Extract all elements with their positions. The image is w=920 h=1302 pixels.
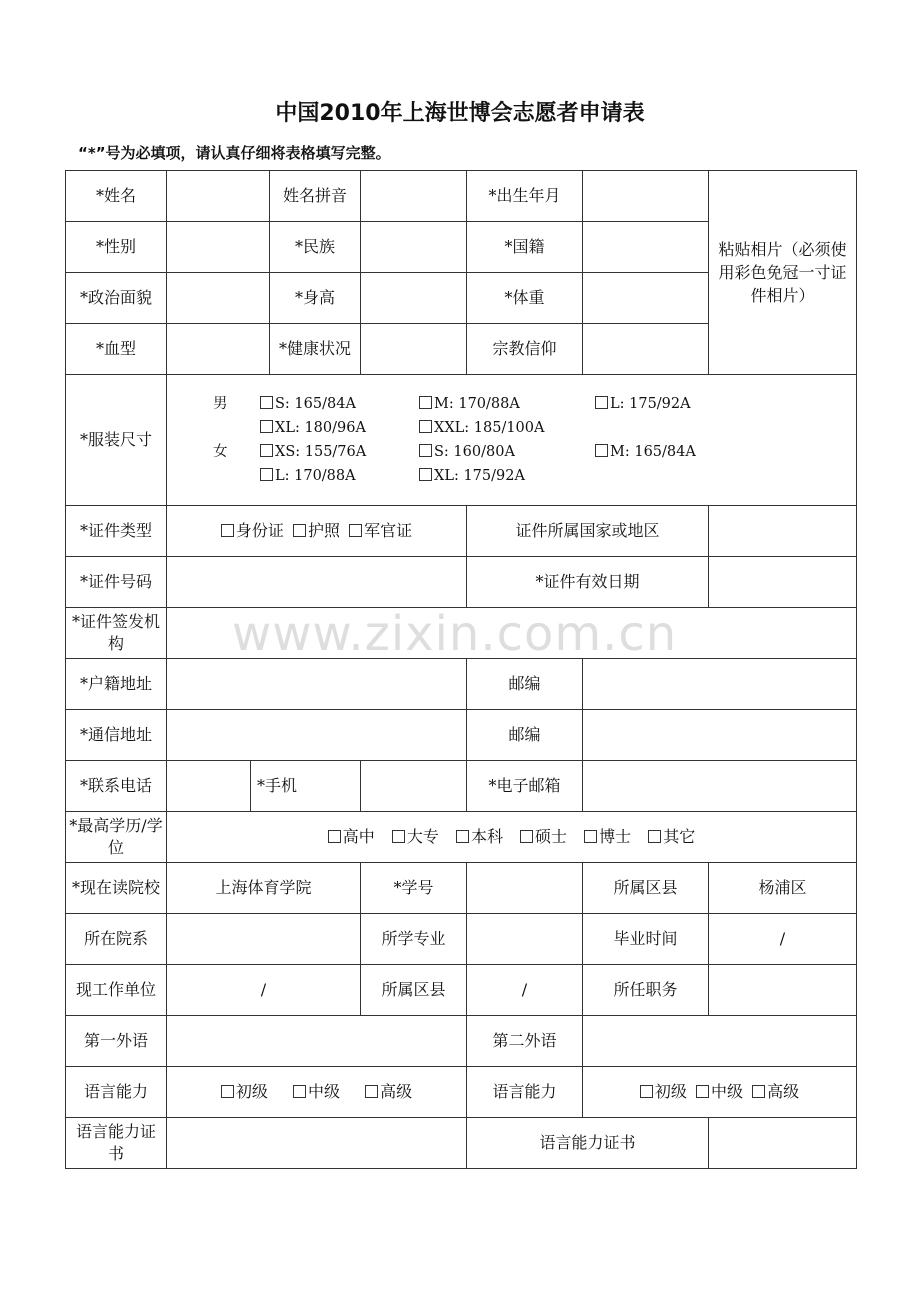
- name-label: *姓名: [66, 171, 167, 222]
- lang-cert-label: 语言能力证书: [66, 1118, 167, 1169]
- political-field[interactable]: [167, 273, 270, 324]
- application-form: [65, 170, 857, 1169]
- lang-level-option[interactable]: 初级: [221, 1082, 268, 1101]
- education-option[interactable]: 博士: [584, 827, 631, 846]
- major-label: 所学专业: [361, 914, 467, 965]
- weight-field[interactable]: [583, 273, 709, 324]
- height-field[interactable]: [361, 273, 467, 324]
- gender-field[interactable]: [167, 222, 270, 273]
- lang-level-option[interactable]: 中级: [293, 1082, 340, 1101]
- ethnic-field[interactable]: [361, 222, 467, 273]
- employer-label: 现工作单位: [66, 965, 167, 1016]
- id-country-label: 证件所属国家或地区: [467, 506, 709, 557]
- education-label: *最高学历/学位: [66, 812, 167, 863]
- lang1-label: 第一外语: [66, 1016, 167, 1067]
- education-option[interactable]: 硕士: [520, 827, 567, 846]
- birth-label: *出生年月: [467, 171, 583, 222]
- female-label: 女: [213, 444, 228, 460]
- checkbox-icon: [419, 444, 432, 457]
- checkbox-icon: [293, 1085, 306, 1098]
- id-issuer-field[interactable]: [167, 608, 857, 659]
- health-field[interactable]: [361, 324, 467, 375]
- checkbox-icon: [349, 524, 362, 537]
- education-option[interactable]: 高中: [328, 827, 375, 846]
- photo-box[interactable]: 粘贴相片（必须使用彩色免冠一寸证件相片）: [709, 171, 857, 375]
- health-label: *健康状况: [270, 324, 361, 375]
- mail-postcode-field[interactable]: [583, 710, 857, 761]
- school-field[interactable]: 上海体育学院: [167, 863, 361, 914]
- hukou-postcode-label: 邮编: [467, 659, 583, 710]
- birth-field[interactable]: [583, 171, 709, 222]
- phone-label: *联系电话: [66, 761, 167, 812]
- size-option[interactable]: M: 170/88A: [419, 392, 520, 416]
- checkbox-icon: [520, 830, 533, 843]
- id-number-label: *证件号码: [66, 557, 167, 608]
- phone-field[interactable]: [167, 761, 251, 812]
- checkbox-icon: [696, 1085, 709, 1098]
- lang2-label: 第二外语: [467, 1016, 583, 1067]
- education-options: [167, 812, 857, 863]
- checkbox-icon: [640, 1085, 653, 1098]
- id-type-option[interactable]: 军官证: [349, 521, 412, 540]
- mobile-label: *手机: [251, 761, 361, 812]
- lang1-level-options: [167, 1067, 467, 1118]
- district-field[interactable]: 杨浦区: [709, 863, 857, 914]
- employer-field[interactable]: /: [167, 965, 361, 1016]
- lang-cert2-field[interactable]: [709, 1118, 857, 1169]
- education-option[interactable]: 大专: [392, 827, 439, 846]
- id-type-option[interactable]: 身份证: [221, 521, 284, 540]
- grad-time-label: 毕业时间: [583, 914, 709, 965]
- checkbox-icon: [392, 830, 405, 843]
- pinyin-label: 姓名拼音: [270, 171, 361, 222]
- checkbox-icon: [419, 396, 432, 409]
- mobile-field[interactable]: [361, 761, 467, 812]
- hukou-postcode-field[interactable]: [583, 659, 857, 710]
- size-option[interactable]: S: 165/84A: [260, 392, 356, 416]
- id-issuer-label: *证件签发机构: [66, 608, 167, 659]
- id-valid-label: *证件有效日期: [467, 557, 709, 608]
- lang-cert-field[interactable]: [167, 1118, 467, 1169]
- position-label: 所任职务: [583, 965, 709, 1016]
- nationality-field[interactable]: [583, 222, 709, 273]
- checkbox-icon: [328, 830, 341, 843]
- pinyin-field[interactable]: [361, 171, 467, 222]
- checkbox-icon: [260, 468, 273, 481]
- school-label: *现在读院校: [66, 863, 167, 914]
- lang-ability-label: 语言能力: [66, 1067, 167, 1118]
- email-label: *电子邮箱: [467, 761, 583, 812]
- height-label: *身高: [270, 273, 361, 324]
- id-number-field[interactable]: [167, 557, 467, 608]
- size-option[interactable]: XL: 175/92A: [419, 464, 525, 488]
- id-type-option[interactable]: 护照: [293, 521, 340, 540]
- weight-label: *体重: [467, 273, 583, 324]
- id-country-field[interactable]: [709, 506, 857, 557]
- checkbox-icon: [648, 830, 661, 843]
- student-no-field[interactable]: [467, 863, 583, 914]
- lang-ability2-label: 语言能力: [467, 1067, 583, 1118]
- religion-label: 宗教信仰: [467, 324, 583, 375]
- lang1-field[interactable]: [167, 1016, 467, 1067]
- checkbox-icon: [365, 1085, 378, 1098]
- lang-level-option[interactable]: 初级: [640, 1082, 687, 1101]
- checkbox-icon: [419, 420, 432, 433]
- watermark: www.zixin.com.cn: [232, 606, 678, 662]
- id-type-options: [167, 506, 467, 557]
- mail-postcode-label: 邮编: [467, 710, 583, 761]
- size-option[interactable]: M: 165/84A: [595, 440, 696, 464]
- lang-level-option[interactable]: 高级: [365, 1082, 412, 1101]
- checkbox-icon: [293, 524, 306, 537]
- blood-field[interactable]: [167, 324, 270, 375]
- required-note: “*”号为必填项，请认真仔细将表格填写完整。: [78, 144, 391, 162]
- nationality-label: *国籍: [467, 222, 583, 273]
- mail-addr-label: *通信地址: [66, 710, 167, 761]
- political-label: *政治面貌: [66, 273, 167, 324]
- hukou-field[interactable]: [167, 659, 467, 710]
- department-field[interactable]: [167, 914, 361, 965]
- education-option[interactable]: 其它: [648, 827, 695, 846]
- lang-cert2-label: 语言能力证书: [467, 1118, 709, 1169]
- grad-time-field[interactable]: /: [709, 914, 857, 965]
- id-valid-field[interactable]: [709, 557, 857, 608]
- ethnic-label: *民族: [270, 222, 361, 273]
- email-field[interactable]: [583, 761, 857, 812]
- lang-level-option[interactable]: 中级: [696, 1082, 743, 1101]
- checkbox-icon: [595, 444, 608, 457]
- lang-level-option[interactable]: 高级: [752, 1082, 799, 1101]
- size-option[interactable]: S: 160/80A: [419, 440, 515, 464]
- size-option[interactable]: XS: 155/76A: [260, 440, 366, 464]
- mail-addr-field[interactable]: [167, 710, 467, 761]
- department-label: 所在院系: [66, 914, 167, 965]
- gender-label: *性别: [66, 222, 167, 273]
- checkbox-icon: [260, 444, 273, 457]
- religion-field[interactable]: [583, 324, 709, 375]
- checkbox-icon: [595, 396, 608, 409]
- page-title: 中国2010年上海世博会志愿者申请表: [275, 101, 645, 126]
- lang2-field[interactable]: [583, 1016, 857, 1067]
- district2-field[interactable]: /: [467, 965, 583, 1016]
- lang2-level-options: [583, 1067, 857, 1118]
- student-no-label: *学号: [361, 863, 467, 914]
- checkbox-icon: [456, 830, 469, 843]
- blood-label: *血型: [66, 324, 167, 375]
- male-label: 男: [213, 396, 228, 412]
- hukou-label: *户籍地址: [66, 659, 167, 710]
- position-field[interactable]: [709, 965, 857, 1016]
- checkbox-icon: [221, 524, 234, 537]
- size-option[interactable]: L: 175/92A: [595, 392, 691, 416]
- size-option[interactable]: L: 170/88A: [260, 464, 356, 488]
- id-type-label: *证件类型: [66, 506, 167, 557]
- checkbox-icon: [260, 420, 273, 433]
- clothing-label: *服装尺寸: [66, 375, 167, 506]
- checkbox-icon: [419, 468, 432, 481]
- major-field[interactable]: [467, 914, 583, 965]
- name-field[interactable]: [167, 171, 270, 222]
- district-label: 所属区县: [583, 863, 709, 914]
- clothing-options: [167, 375, 857, 506]
- checkbox-icon: [221, 1085, 234, 1098]
- size-option[interactable]: XXL: 185/100A: [419, 416, 544, 440]
- district2-label: 所属区县: [361, 965, 467, 1016]
- checkbox-icon: [584, 830, 597, 843]
- checkbox-icon: [260, 396, 273, 409]
- checkbox-icon: [752, 1085, 765, 1098]
- education-option[interactable]: 本科: [456, 827, 503, 846]
- size-option[interactable]: XL: 180/96A: [260, 416, 366, 440]
